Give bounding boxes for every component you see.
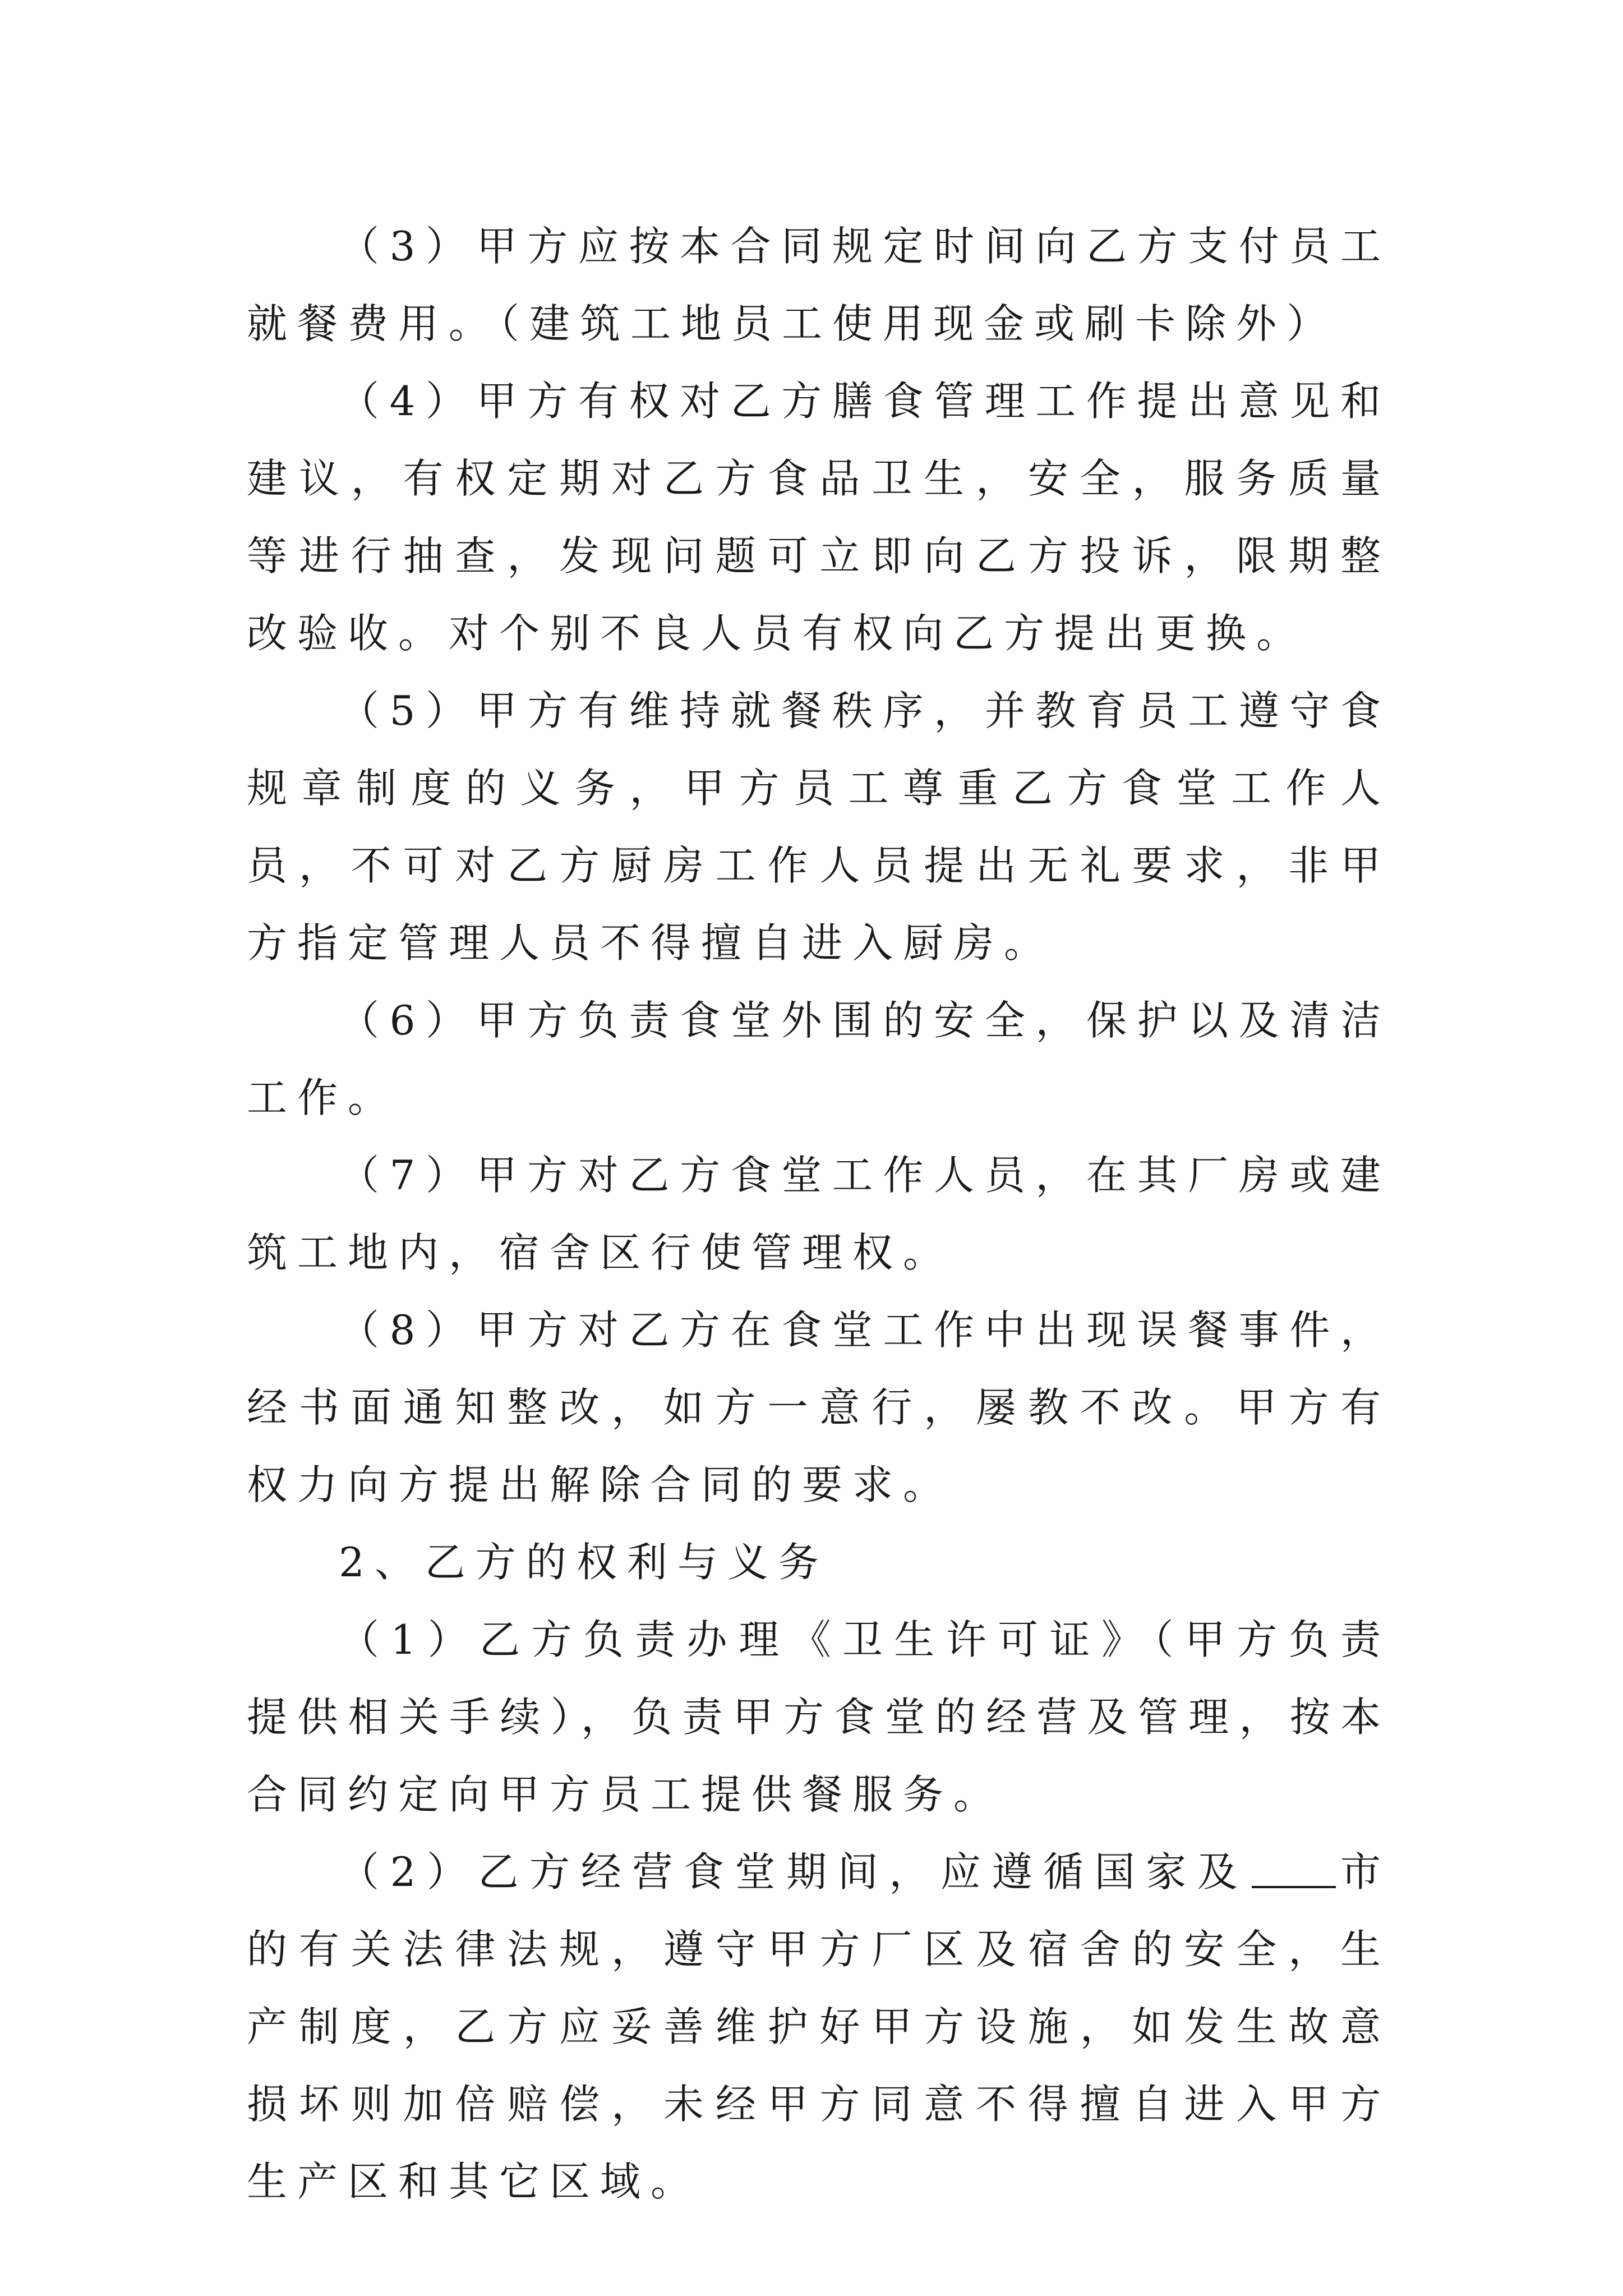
clause-a-5: （5）甲方有维持就餐秩序，并教育员工遵守食规章制度的义务，甲方员工尊重乙方食堂工作人员，不可对乙方厨房工作人员提出无礼要求，非甲方指定管理人员不得擅自进入厨房。	[247, 687, 1391, 967]
clause-a-8: （8）甲方对乙方在食堂工作中出现误餐事件，经书面通知整改，如方一意行，屡教不改。甲方有权力向方提出解除合同的要求。	[247, 1306, 1391, 1508]
clause-a-6: （6）甲方负责食堂外围的安全，保护以及清洁工作。	[247, 997, 1391, 1121]
document-page	[247, 208, 1391, 2220]
section-heading-2: 2、乙方的权利与义务	[339, 1539, 829, 1586]
clause-b-2	[247, 1833, 1391, 2220]
clause-a-4: （4）甲方有权对乙方膳食管理工作提出意见和建议，有权定期对乙方食品卫生，安全，服务质量等进行抽查，发现问题可立即向乙方投诉，限期整改验收。对个别不良人员有权向乙方提出更换。	[247, 378, 1391, 657]
clause-a-3: （3）甲方应按本合同规定时间向乙方支付员工就餐费用。（建筑工地员工使用现金或刷卡除外）	[247, 223, 1391, 347]
blank-field	[1252, 1852, 1336, 1888]
clause-b-2-after: 市的有关法律法规，遵守甲方厂区及宿舍的安全，生产制度，乙方应妥善维护好甲方设施，如发生故意损坏则加倍赔偿，未经甲方同意不得擅自进入甲方生产区和其它区域。	[247, 1848, 1391, 2205]
clause-b-1: （1）乙方负责办理《卫生许可证》（甲方负责提供相关手续），负责甲方食堂的经营及管理，按本合同约定向甲方员工提供餐服务。	[247, 1616, 1391, 1818]
clause-a-7: （7）甲方对乙方食堂工作人员，在其厂房或建筑工地内，宿舍区行使管理权。	[247, 1152, 1391, 1276]
clause-b-2-before: （2）乙方经营食堂期间，应遵循国家及	[339, 1848, 1249, 1895]
